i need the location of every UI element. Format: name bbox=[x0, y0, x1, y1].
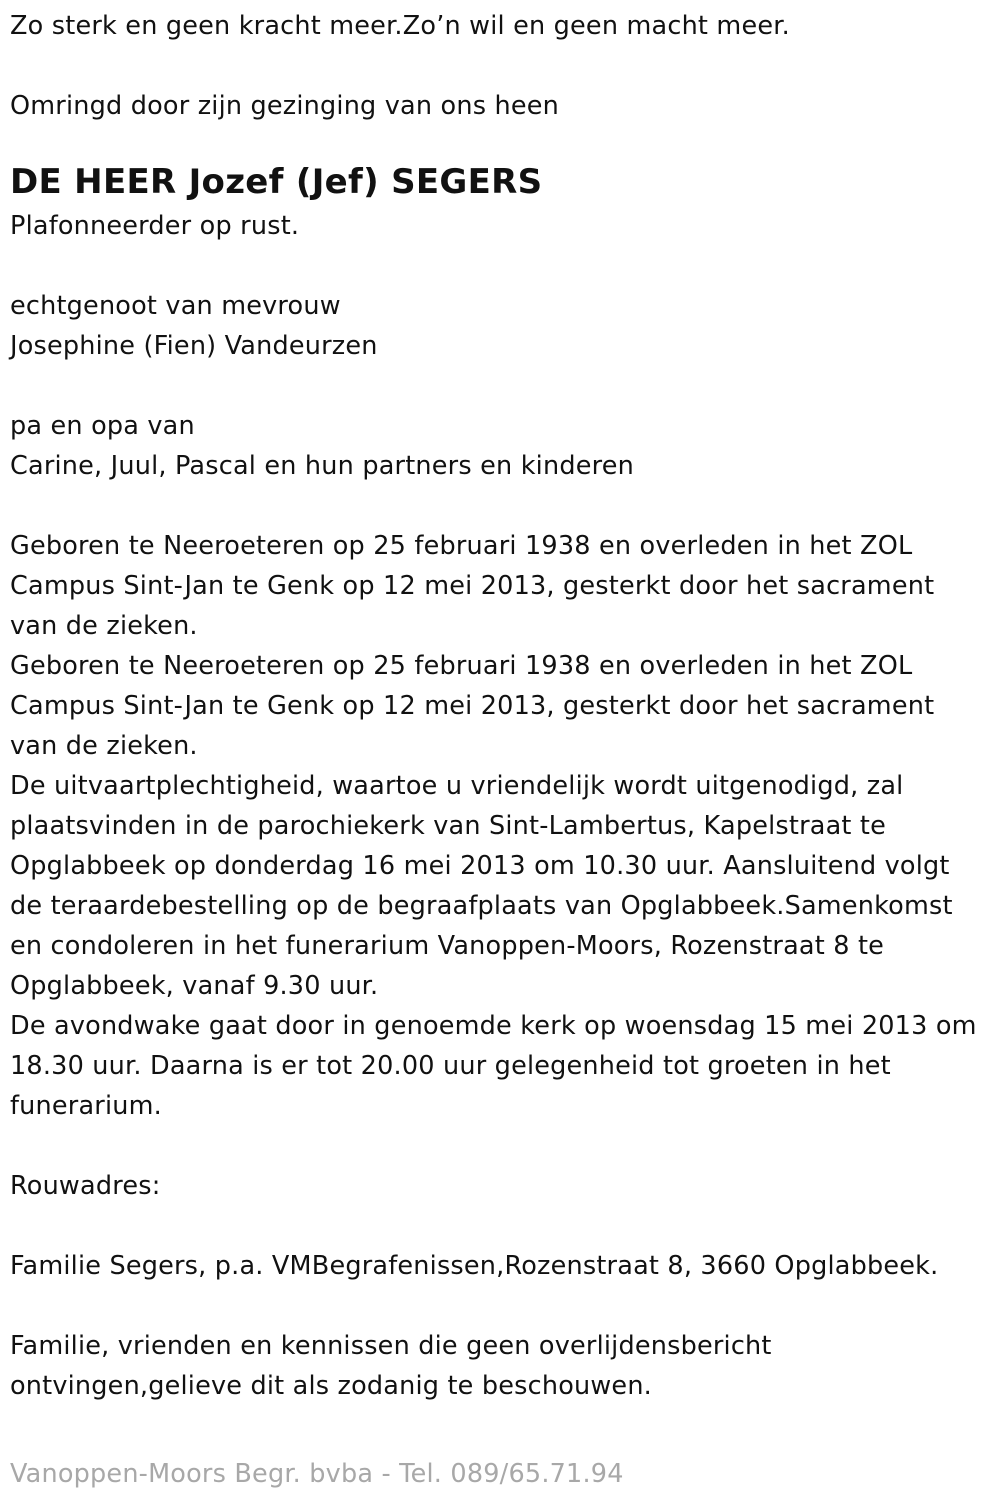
paragraph-line: van de zieken. bbox=[10, 731, 198, 761]
paragraph-line: Opglabbeek op donderdag 16 mei 2013 om 10.30 uur. Aansluitend volgt bbox=[10, 851, 950, 881]
spacer bbox=[10, 1286, 995, 1326]
spacer bbox=[10, 1126, 995, 1166]
paragraph-line: Geboren te Neeroeteren op 25 februari 1938 en overleden in het ZOL bbox=[10, 531, 913, 561]
paragraph-line: plaatsvinden in de parochiekerk van Sint-Lambertus, Kapelstraat te bbox=[10, 811, 886, 841]
paragraph-line: De uitvaartplechtigheid, waartoe u vriendelijk wordt uitgenodigd, zal bbox=[10, 771, 904, 801]
spacer bbox=[10, 1206, 995, 1246]
funeral-paragraph bbox=[10, 766, 995, 1006]
spacer bbox=[10, 246, 995, 286]
paragraph-line: en condoleren in het funerarium Vanoppen-Moors, Rozenstraat 8 te bbox=[10, 931, 885, 961]
address-label: Rouwadres: bbox=[10, 1171, 161, 1201]
paragraph-line: ontvingen,gelieve dit als zodanig te beschouwen. bbox=[10, 1371, 652, 1401]
paragraph-line: Opglabbeek, vanaf 9.30 uur. bbox=[10, 971, 379, 1001]
paragraph-line: Geboren te Neeroeteren op 25 februari 1938 en overleden in het ZOL bbox=[10, 651, 913, 681]
opening-quote: Zo sterk en geen kracht meer.Zo’n wil en geen macht meer. bbox=[10, 11, 790, 41]
spouse-name: Josephine (Fien) Vandeurzen bbox=[10, 331, 378, 361]
spouse-label: echtgenoot van mevrouw bbox=[10, 291, 341, 321]
spacer bbox=[10, 366, 995, 406]
paragraph-line: van de zieken. bbox=[10, 611, 198, 641]
spacer bbox=[10, 126, 995, 166]
occupation: Plafonneerder op rust. bbox=[10, 211, 300, 241]
intro-line: Omringd door zijn gezinging van ons heen bbox=[10, 91, 559, 121]
paragraph-line: 18.30 uur. Daarna is er tot 20.00 uur gelegenheid tot groeten in het bbox=[10, 1051, 891, 1081]
obituary-notice bbox=[10, 0, 995, 1406]
spacer bbox=[10, 486, 995, 526]
paragraph-line: funerarium. bbox=[10, 1091, 162, 1121]
paragraph-line: Familie, vrienden en kennissen die geen overlijdensbericht bbox=[10, 1331, 772, 1361]
funeral-home-footer: Vanoppen-Moors Begr. bvba - Tel. 089/65.71.94 bbox=[10, 1459, 624, 1489]
paragraph-line: De avondwake gaat door in genoemde kerk op woensdag 15 mei 2013 om bbox=[10, 1011, 977, 1041]
mourning-address: Familie Segers, p.a. VMBegrafenissen,Rozenstraat 8, 3660 Opglabbeek. bbox=[10, 1251, 939, 1281]
children-label: pa en opa van bbox=[10, 411, 195, 441]
birth-death-paragraph-repeat bbox=[10, 646, 995, 766]
paragraph-line: de teraardebestelling op de begraafplaats van Opglabbeek.Samenkomst bbox=[10, 891, 953, 921]
deceased-name: DE HEER Jozef (Jef) SEGERS bbox=[10, 162, 543, 202]
birth-death-paragraph bbox=[10, 526, 995, 646]
vigil-paragraph bbox=[10, 1006, 995, 1126]
children-names: Carine, Juul, Pascal en hun partners en kinderen bbox=[10, 451, 634, 481]
paragraph-line: Campus Sint-Jan te Genk op 12 mei 2013, gesterkt door het sacrament bbox=[10, 571, 935, 601]
paragraph-line: Campus Sint-Jan te Genk op 12 mei 2013, gesterkt door het sacrament bbox=[10, 691, 935, 721]
spacer bbox=[10, 46, 995, 86]
closing-paragraph bbox=[10, 1326, 995, 1406]
